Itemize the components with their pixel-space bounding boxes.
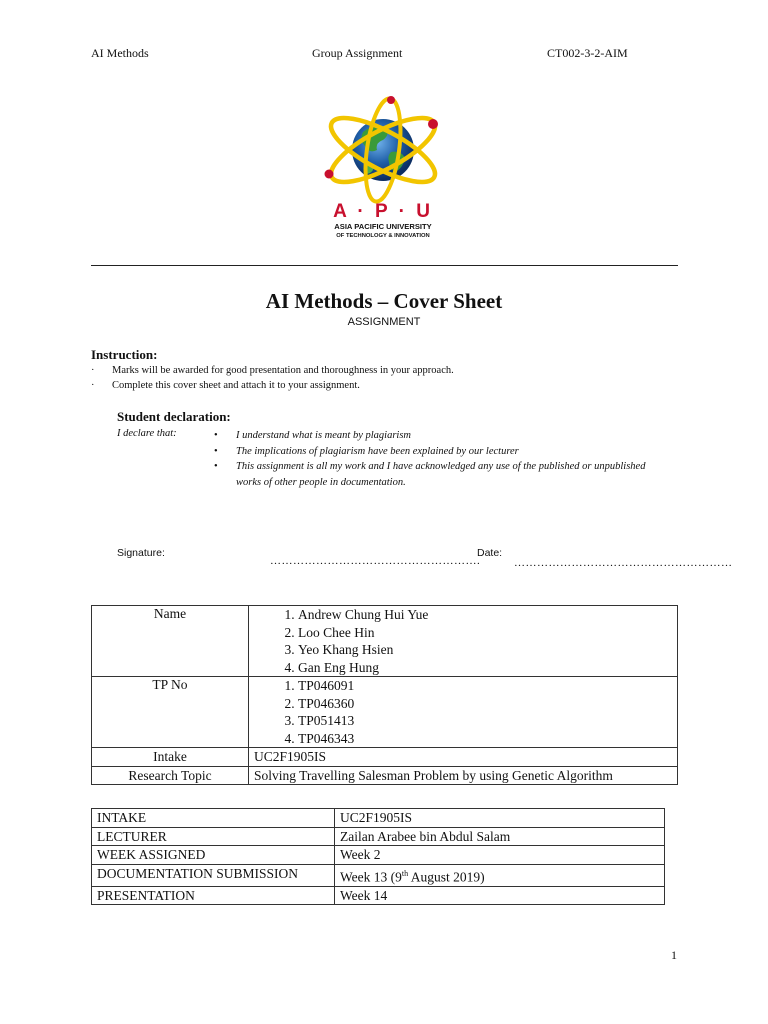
table-row [92,606,678,677]
intake-label: Intake [92,748,249,767]
research-topic-value: Solving Travelling Salesman Problem by using Genetic Algorithm [249,766,678,785]
declaration-list [214,428,659,490]
page-title: AI Methods – Cover Sheet [265,289,503,313]
declaration-item: • This assignment is all my work and I have acknowledged any use of the published or unpublished works of other people in documentation. [214,459,659,490]
svg-text:ASIA PACIFIC UNIVERSITY: ASIA PACIFIC UNIVERSITY [334,222,432,231]
page-number: 1 [671,948,677,962]
tp-number: 1. TP046091 [298,677,672,695]
declaration-item: • I understand what is meant by plagiarism [214,428,659,444]
tp-cell [249,677,678,748]
bullet-icon: • [214,445,218,457]
table-row [92,748,678,767]
header-assignment-type: Group Assignment [312,46,403,60]
tp-number: 3. TP051413 [298,712,672,730]
research-topic-label: Research Topic [92,766,249,785]
assignment-details-table [91,808,665,905]
declaration-item: • The implications of plagiarism have been explained by our lecturer [214,444,659,460]
name-label: Name [92,606,249,677]
detail-value: Week 13 (9th August 2019) [335,864,665,886]
detail-value: Zailan Arabee bin Abdul Salam [335,827,665,846]
table-row [92,766,678,785]
bullet-icon: · [91,380,95,391]
detail-label: INTAKE [92,809,335,828]
signature-field[interactable]: ………………………………………………. [270,555,481,567]
detail-label: DOCUMENTATION SUBMISSION [92,864,335,886]
signature-label: Signature: [117,547,165,559]
svg-text:OF TECHNOLOGY & INNOVATION: OF TECHNOLOGY & INNOVATION [336,233,430,239]
apu-logo [305,92,461,250]
table-row [92,846,665,865]
header-divider [91,265,678,266]
instruction-item-text: Marks will be awarded for good presentation and thoroughness in your approach. [112,365,454,376]
header-course-code: CT002-3-2-AIM [547,46,628,60]
detail-label: WEEK ASSIGNED [92,846,335,865]
tp-label: TP No [92,677,249,748]
bullet-icon: • [214,461,218,472]
bullet-icon: • [214,430,218,441]
table-row [92,809,665,828]
svg-text:A · P · U: A · P · U [333,201,433,222]
student-info-table [91,605,678,785]
date-label: Date: [477,547,503,559]
student-name: 3. Yeo Khang Hsien [298,641,672,659]
declaration-lead: I declare that: [117,428,177,439]
bullet-icon: · [91,365,95,376]
tp-number: 4. TP046343 [298,730,672,748]
student-name: 4. Gan Eng Hung [298,659,672,677]
student-name: 2. Loo Chee Hin [298,624,672,642]
instruction-item-text: Complete this cover sheet and attach it to your assignment. [112,380,360,391]
instruction-heading: Instruction: [91,347,158,362]
detail-label: LECTURER [92,827,335,846]
names-cell [249,606,678,677]
header-course: AI Methods [91,46,149,60]
detail-label: PRESENTATION [92,886,335,905]
student-name: 1. Andrew Chung Hui Yue [298,606,672,624]
date-field[interactable]: ………………………………………………… [514,557,733,569]
intake-value: UC2F1905IS [249,748,678,767]
detail-value: UC2F1905IS [335,809,665,828]
table-row [92,827,665,846]
table-row [92,886,665,905]
detail-value: Week 14 [335,886,665,905]
instruction-item [91,380,360,391]
detail-value: Week 2 [335,846,665,865]
page-subtitle: ASSIGNMENT [347,316,421,328]
instruction-item [91,365,454,376]
globe-atom-icon [305,92,461,250]
declaration-heading: Student declaration: [117,409,231,424]
tp-number: 2. TP046360 [298,695,672,713]
table-row [92,677,678,748]
table-row [92,864,665,886]
